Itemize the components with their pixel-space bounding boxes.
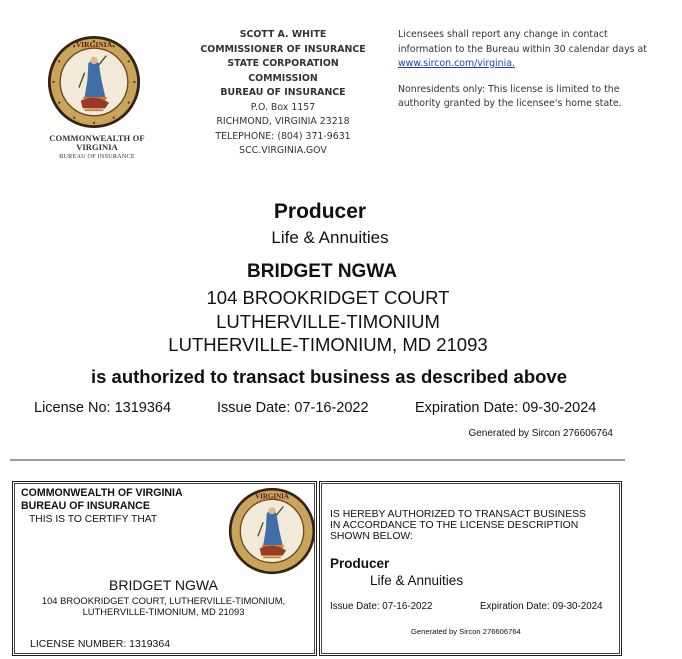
authorization-statement: is authorized to transact business as described above (90, 366, 567, 387)
city-state-zip: RICHMOND, VIRGINIA 23218 (216, 116, 350, 127)
card-generated-by: Generated by Sircon 276606764 (411, 627, 521, 636)
section-divider (10, 459, 625, 461)
virginia-seal-logo (47, 35, 141, 129)
card-address2: LUTHERVILLE-TIMONIUM, MD 21093 (82, 606, 245, 617)
licensee-name: BRIDGET NGWA (247, 261, 397, 282)
seal-caption-line2: VIRGINIA (76, 142, 118, 152)
licensee-address2: LUTHERVILLE-TIMONIUM (216, 311, 440, 332)
card-header-bureau: BUREAU OF INSURANCE (21, 500, 150, 512)
card-authorization-line3: SHOWN BELOW: (330, 531, 413, 542)
issue-date: Issue Date: 07-16-2022 (217, 400, 369, 416)
seal-caption-line3: BUREAU OF INSURANCE (59, 153, 135, 160)
seal-caption-line1: COMMONWEALTH OF (49, 133, 145, 143)
card-expiration-date: Expiration Date: 09-30-2024 (480, 601, 603, 612)
po-box: P.O. Box 1157 (250, 101, 316, 113)
generated-by: Generated by Sircon 276606764 (468, 428, 613, 439)
licensee-address1: 104 BROOKRIDGET COURT (206, 287, 450, 308)
notice-p1-line2: information to the Bureau within 30 calendar days at (398, 43, 647, 55)
agency-line1: STATE CORPORATION (227, 58, 339, 69)
card-header-commonwealth: COMMONWEALTH OF VIRGINIA (21, 487, 183, 499)
sircon-link[interactable]: www.sircon.com/virginia. (398, 58, 515, 69)
license-number: License No: 1319364 (34, 400, 172, 416)
expiration-date: Expiration Date: 09-30-2024 (415, 400, 597, 416)
card-authorization (330, 509, 620, 542)
license-type: Producer (273, 200, 367, 223)
license-line: Life & Annuities (271, 228, 389, 247)
notice-block (398, 28, 682, 112)
website: SCC.VIRGINIA.GOV (239, 145, 327, 156)
card-seal-ring-text: VIRGINIA (255, 492, 289, 501)
card-issue-date: Issue Date: 07-16-2022 (330, 601, 433, 612)
agency-line2: COMMISSION (248, 72, 318, 84)
card-licensee-name: BRIDGET NGWA (109, 577, 218, 593)
notice-p2-line2: authority granted by the licensee's home state. (398, 98, 622, 109)
card-certify: THIS IS TO CERTIFY THAT (29, 514, 158, 525)
commissioner-name: SCOTT A. WHITE (239, 29, 327, 40)
virginia-seal-card-logo (228, 487, 316, 575)
bureau-name: BUREAU OF INSURANCE (220, 87, 346, 98)
seal-caption (20, 134, 174, 161)
card-address1: 104 BROOKRIDGET COURT, LUTHERVILLE-TIMONIUM, (41, 595, 286, 606)
notice-p1-line1: Licensees shall report any change in contact (398, 29, 608, 40)
card-license-line: Life & Annuities (370, 573, 464, 588)
commissioner-title: COMMISSIONER OF INSURANCE (200, 43, 366, 55)
licensee-address3: LUTHERVILLE-TIMONIUM, MD 21093 (168, 334, 488, 355)
telephone: TELEPHONE: (804) 371-9631 (215, 130, 351, 142)
card-authorization-line1: IS HEREBY AUTHORIZED TO TRANSACT BUSINESS (330, 509, 586, 520)
card-authorization-line2: IN ACCORDANCE TO THE LICENSE DESCRIPTION (330, 520, 579, 531)
seal-ring-text: VIRGINIA (75, 40, 113, 50)
commissioner-block (195, 28, 371, 159)
notice-p2-line1: Nonresidents only: This license is limited to the (398, 83, 620, 95)
card-license-type: Producer (330, 556, 390, 571)
card-license-number: LICENSE NUMBER: 1319364 (30, 638, 171, 650)
